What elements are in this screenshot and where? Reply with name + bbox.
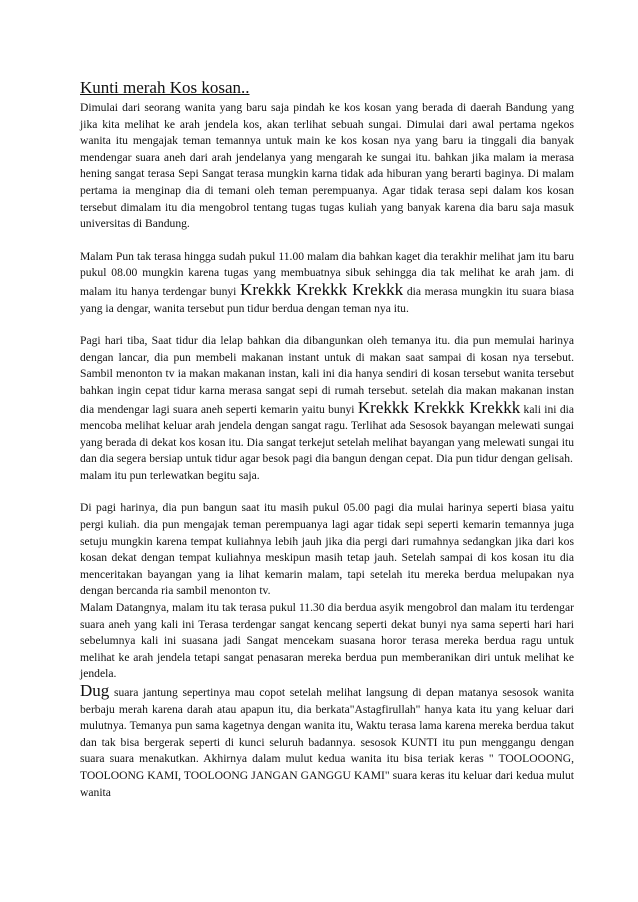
paragraph-6-text: suara jantung sepertinya mau copot setelah melihat langsung di depan matanya sesosok wanita berbaju merah karena darah atau apapun itu, dia berkata"Astagfirullah" hanya kata itu yang keluar dari mulutnya. Temanya pun sama kagetnya dengan wanita itu, Waktu terasa lama karena mereka berdua takut dan tak bisa bergerak seperti di kunci seluruh badannya. sesosok KUNTI itu pun menggangu dengan suara suara menakutkan. Akhirnya dalam mulut kedua wanita itu bisa teriak keras " TOOLOOONG, TOOLOONG KAMI, TOOLOONG JANGAN GANGGU KAMI" suara keras itu keluar dari kedua mulut wanita	[80, 686, 574, 799]
sound-effect-1: Krekkk Krekkk Krekkk	[240, 279, 404, 299]
paragraph-gap	[80, 484, 574, 500]
sound-effect-2: Krekkk Krekkk Krekkk	[357, 397, 521, 417]
paragraph-3-text-after: kali ini dia mencoba melihat keluar arah jendela dengan sangat ragu. Terlihat ada Sesosok bayangan melewati sungai yang berada di dekat kos kosan itu. Dia sangat terkejut setelah melihat bayangan yang melewati sungai itu dan dia segera bersiap untuk tidur agar besok pagi dia bangun dengan cepat. Dia pun tidur dengan gelisah.	[80, 402, 574, 466]
paragraph-gap	[80, 317, 574, 333]
paragraph-3-closing-line: malam itu pun terlewatkan begitu saja.	[80, 468, 260, 482]
paragraph-1: Dimulai dari seorang wanita yang baru saja pindah ke kos kosan yang berada di daerah Bandung yang jika kita melihat ke arah jendela kos, akan terlihat sebuah sungai. Dimulai dari awal pertama ngekos wanita itu mengajak teman temannya untuk main ke kos kosan nya yang baru ia tinggali dia banyak mendengar suara aneh dari arah jendelanya yang mengarah ke sungai itu. bahkan jika malam ia merasa hening sangat terasa Sepi Sangat terasa mungkin karna tidak ada hiburan yang berarti baginya. Di malam pertama ia menginap dia di temani oleh teman perempuanya. Agar tidak terasa sepi dalam kos kosan tersebut dimalam itu dia mengobrol tentang tugas tugas kuliah yang banyak karena dia baru saja masuk universitas di Bandung.	[80, 101, 574, 231]
paragraph-3-text-before: Pagi hari tiba, Saat tidur dia lelap bahkan dia dibangunkan oleh temanya itu. dia pun memulai harinya dengan lancar, dia pun membeli makanan instant untuk di makan saat sampai di kosan nya tersebut. Sambil menonton tv ia makan makanan instan, kali ini dia hanya sendiri di kosan tersebut wanita tersebut bahkan ingin cepat tidur karna merasa sangat sepi di rumah tersebut. setelah dia makan makanan instan dia mendengar lagi suara aneh seperti kemarin yaitu bunyi	[80, 334, 574, 416]
paragraph-2-text-before: Malam Pun tak terasa hingga sudah pukul 11.00 malam dia bahkan kaget dia terakhir melihat jam itu baru pukul 08.00 mungkin karena tugas yang membuatnya sibuk sehingga dia tak melihat ke arah jam. di malam itu hanya terdengar bunyi	[80, 249, 574, 298]
paragraph-2-text-after: dia merasa mungkin itu suara biasa yang ia dengar, wanita tersebut pun tidur berdua dengan teman nya itu.	[80, 284, 574, 315]
dug-word: Dug	[80, 681, 110, 700]
document-title: Kunti merah Kos kosan..	[80, 78, 250, 97]
paragraph-3	[80, 333, 574, 468]
paragraph-5: Malam Datangnya, malam itu tak terasa pukul 11.30 dia berdua asyik mengobrol dan malam itu terdengar suara aneh yang kali ini Terasa terdengar sangat kencang seperti dekat bunyi nya sama seperti hari hari sebelumnya kali ini suasana jadi Sangat mencekam suasana horor terasa mereka berdua ragu untuk melihat ke arah jendela tetapi sangat penasaran mereka berdua pun memberanikan diri untuk melihat ke jendela.	[80, 601, 574, 681]
paragraph-6	[80, 683, 574, 801]
paragraph-4: Di pagi harinya, dia pun bangun saat itu masih pukul 05.00 pagi dia mulai harinya seperti biasa yaitu pergi kuliah. dia pun mengajak teman perempuanya lagi agar tidak sepi seperti kemarin temannya juga setuju mungkin karena tempat kuliahnya lebih jauh jika dia pergi dari rumahnya sedangkan jika dari kos kosan dekat dengan tempat kuliahnya meskipun masih tetap jauh. Setelah sampai di kos kosan itu dia menceritakan bayangan yang ia lihat kemarin malam, tapi setelah itu mereka berdua melupakan nya dengan bercanda ria sambil menonton tv.	[80, 501, 574, 598]
paragraph-2	[80, 249, 574, 317]
document-page	[80, 78, 574, 801]
paragraph-gap	[80, 233, 574, 249]
